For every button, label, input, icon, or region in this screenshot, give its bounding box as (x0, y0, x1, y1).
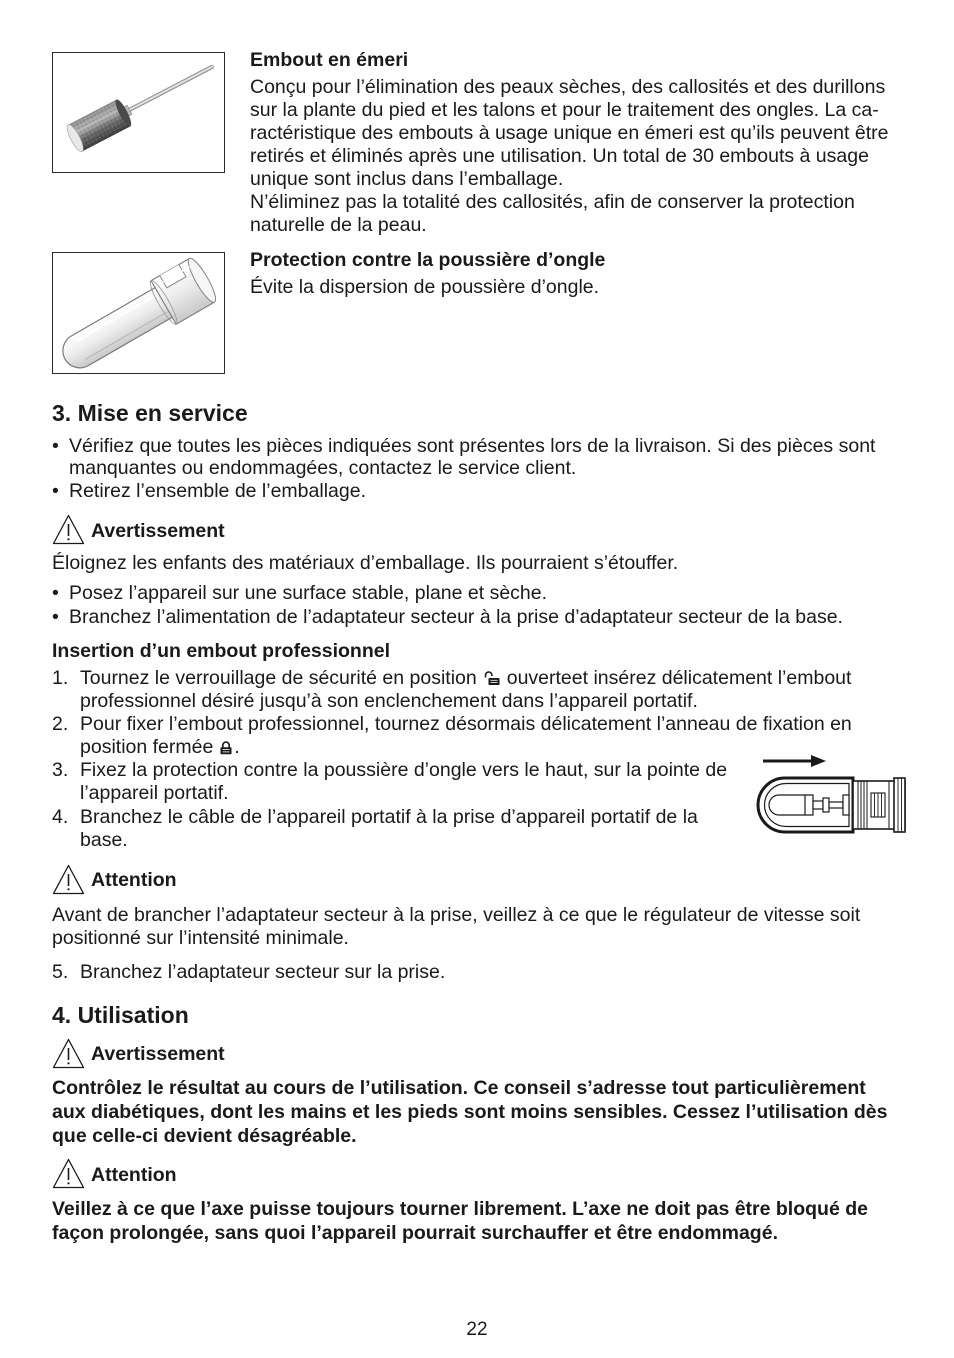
numbered-step (52, 806, 698, 852)
list-item-text (69, 606, 843, 629)
warning-label: Avertissement (91, 1042, 225, 1065)
handpiece-collar (853, 778, 905, 832)
emery-bit-drawing (53, 53, 224, 172)
text-line: Vérifiez que toutes les pièces indiquées sont présentes lors de la livraison. Si des pièces sont (69, 434, 876, 457)
attention-text (52, 904, 860, 950)
numbered-step (52, 961, 445, 984)
text-line: Veillez à ce que l’axe puisse toujours tourner librement. L’axe ne doit pas être bloqué de (52, 1198, 868, 1220)
bullet-marker: • (52, 581, 59, 604)
step-text (80, 667, 851, 713)
text-line: que celle-ci devient désagréable. (52, 1125, 357, 1147)
step-number: 1. (52, 666, 69, 689)
step-number: 2. (52, 712, 69, 735)
text-line: Fixez la protection contre la poussière d’ongle vers le haut, sur la pointe de (80, 758, 728, 781)
warning-triangle-icon (52, 864, 85, 895)
text-line: positionné sur l’intensité minimale. (52, 926, 349, 949)
step-number: 3. (52, 758, 69, 781)
text-line (80, 736, 852, 759)
list-item (52, 606, 843, 629)
attention-label: Attention (91, 1163, 177, 1186)
step-text (80, 759, 727, 805)
text-segment: Tournez le verrouillage de sécurité en position (80, 666, 477, 689)
step-text (80, 961, 445, 984)
accessory-title: Embout en émeri (250, 48, 409, 71)
accessory-title: Protection contre la poussière d’ongle (250, 248, 606, 271)
section-heading: 4. Utilisation (52, 1002, 189, 1028)
page-number: 22 (466, 1318, 488, 1340)
text-segment: ouverteet insérez délicatement l’embout (506, 666, 852, 689)
warning-text (52, 1076, 888, 1148)
cap-attachment-illustration (755, 745, 907, 837)
text-line: Branchez le câble de l’appareil portatif à la prise d’appareil portatif de la (80, 805, 698, 828)
list-item-text (69, 480, 366, 503)
warning-label: Avertissement (91, 519, 225, 542)
nail-dust-cap-drawing (53, 253, 224, 373)
step-text (80, 806, 698, 852)
list-item (52, 480, 366, 503)
bullet-marker: • (52, 434, 59, 457)
text-line: Branchez l’adaptateur secteur sur la prise. (80, 960, 446, 983)
text-line (80, 667, 851, 690)
text-line: Conçu pour l’élimination des peaux sèches, des callosités et des durillons (250, 75, 886, 98)
section-heading: 3. Mise en service (52, 400, 248, 426)
metal-shaft (125, 65, 214, 114)
text-line: manquantes ou endommagées, contactez le service client. (69, 457, 577, 479)
step-number: 4. (52, 805, 69, 828)
nail-dust-cap-image (52, 252, 225, 374)
text-line: N’éliminez pas la totalité des callosités, afin de conserver la protection (250, 190, 855, 213)
text-line: sur la plante du pied et les talons et pour le traitement des ongles. La ca- (250, 98, 879, 121)
bullet-marker: • (52, 479, 59, 502)
step-number: 5. (52, 960, 69, 983)
direction-arrow (763, 755, 826, 767)
text-line: Évite la dispersion de poussière d’ongle. (250, 275, 600, 298)
text-line: naturelle de la peau. (250, 213, 427, 236)
attention-label: Attention (91, 868, 177, 891)
text-line: Retirez l’ensemble de l’emballage. (69, 479, 366, 502)
unlock-icon (483, 671, 501, 686)
list-item (52, 435, 875, 480)
text-line: façon prolongée, sans quoi l’appareil pourrait surchauffer et être endommagé. (52, 1222, 778, 1244)
list-item-text (69, 582, 547, 605)
text-line: retirés et éliminés après une utilisation. Un total de 30 embouts à usage (250, 144, 869, 167)
warning-triangle-icon (52, 1038, 85, 1069)
numbered-step (52, 759, 727, 805)
warning-text: Éloignez les enfants des matériaux d’emballage. Ils pourraient s’étouffer. (52, 551, 679, 574)
text-line: Contrôlez le résultat au cours de l’utilisation. Ce conseil s’adresse tout particulièrement (52, 1077, 866, 1099)
accessory-description (250, 276, 599, 299)
text-line: Branchez l’alimentation de l’adaptateur secteur à la prise d’adaptateur secteur de la base. (69, 605, 843, 628)
text-segment: . (234, 735, 240, 758)
list-item (52, 582, 547, 605)
accessory-description (250, 76, 888, 237)
lock-icon (219, 741, 233, 755)
text-line: base. (80, 828, 128, 851)
text-line: l’appareil portatif. (80, 781, 229, 804)
warning-triangle-icon (52, 1158, 85, 1189)
emery-bit-image (52, 52, 225, 173)
text-line: Avant de brancher l’adaptateur secteur à la prise, veillez à ce que le régulateur de vitesse soit (52, 903, 861, 926)
text-line: professionnel désiré jusqu’à son enclenchement dans l’appareil portatif. (80, 689, 698, 712)
attention-text (52, 1197, 868, 1245)
list-item-text (69, 435, 875, 480)
text-line: unique sont inclus dans l’emballage. (250, 167, 564, 190)
step-text (80, 713, 852, 759)
subsection-heading: Insertion d’un embout professionnel (52, 639, 391, 662)
text-line: Pour fixer l’embout professionnel, tournez désormais délicatement l’anneau de fixation en (80, 712, 852, 735)
text-line: aux diabétiques, dont les mains et les pieds sont moins sensibles. Cessez l’utilisation dès (52, 1101, 888, 1123)
text-line: Posez l’appareil sur une surface stable, plane et sèche. (69, 581, 548, 604)
bullet-marker: • (52, 605, 59, 628)
warning-triangle-icon (52, 514, 85, 545)
numbered-step (52, 713, 852, 759)
text-segment: position fermée (80, 735, 214, 758)
text-line: ractéristique des embouts à usage unique en émeri est qu’ils peuvent être (250, 121, 889, 144)
numbered-step (52, 667, 851, 713)
